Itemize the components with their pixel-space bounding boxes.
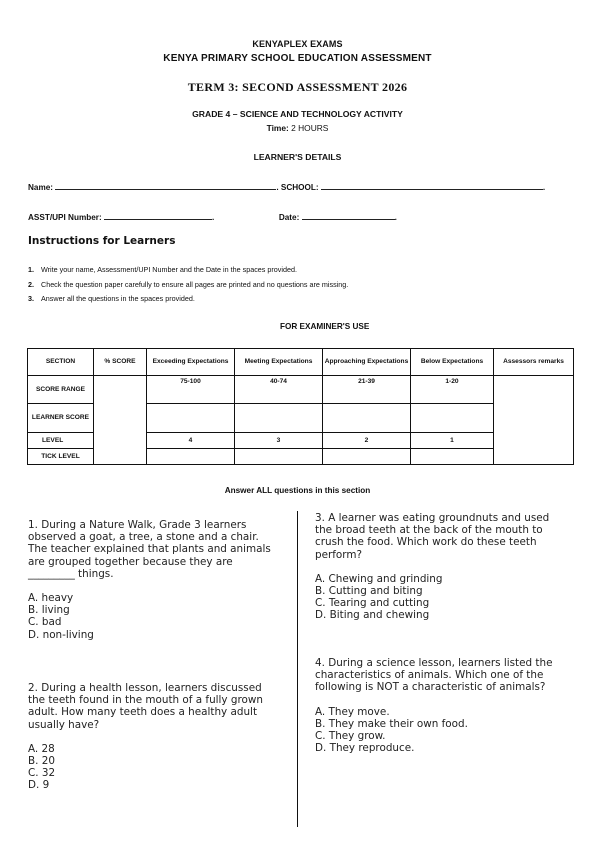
table-cell: 1 bbox=[411, 433, 494, 449]
tick-level-cell[interactable] bbox=[323, 449, 411, 465]
date-field[interactable] bbox=[302, 211, 395, 220]
instruction-item: 3. Answer all the questions in the spaces provided. bbox=[28, 294, 195, 303]
asst-date-row: ASST/UPI Number: . Date: . bbox=[28, 213, 397, 222]
row-label: LEVEL bbox=[28, 433, 94, 449]
question-1 bbox=[28, 519, 280, 641]
learner-score-cell[interactable] bbox=[323, 404, 411, 433]
answer-option: D. non-living bbox=[28, 628, 94, 641]
answer-option: C. 32 bbox=[28, 767, 56, 780]
table-cell: 40-74 bbox=[235, 376, 323, 404]
tick-level-cell[interactable] bbox=[411, 449, 494, 465]
table-header-cell: % SCORE bbox=[94, 349, 147, 376]
table-cell: 2 bbox=[323, 433, 411, 449]
table-header-row bbox=[28, 349, 574, 376]
date-label: Date: bbox=[278, 213, 300, 222]
instruction-item: 2. Check the question paper carefully to ensure all pages are printed and no questions are missing. bbox=[28, 280, 349, 289]
learner-score-cell[interactable] bbox=[147, 404, 235, 433]
answer-option: B. living bbox=[28, 604, 70, 617]
instructions-heading: Instructions for Learners bbox=[28, 235, 176, 247]
table-header-cell: Meeting Expectations bbox=[235, 349, 323, 376]
answer-option: C. They grow. bbox=[315, 730, 386, 743]
answer-option: D. Biting and chewing bbox=[315, 609, 430, 622]
table-header-cell: SECTION bbox=[28, 349, 94, 376]
answer-option: B. 20 bbox=[28, 755, 55, 768]
column-divider bbox=[297, 511, 298, 827]
question-2 bbox=[28, 682, 280, 792]
question-text: 2. During a health lesson, learners discussed the teeth found in the mouth of a fully grown adult. How many teeth does a healthy adult usually have? bbox=[28, 682, 263, 731]
table-header-cell: Below Expectations bbox=[411, 349, 494, 376]
answer-option: C. bad bbox=[28, 616, 62, 629]
asst-number-field[interactable] bbox=[104, 211, 212, 220]
instruction-item: 1. Write your name, Assessment/UPI Number and the Date in the spaces provided. bbox=[28, 265, 297, 274]
tick-level-cell[interactable] bbox=[147, 449, 235, 465]
school-field[interactable] bbox=[321, 181, 543, 190]
question-3 bbox=[315, 512, 565, 622]
table-header-cell: Approaching Expectations bbox=[323, 349, 411, 376]
row-label: SCORE RANGE bbox=[28, 376, 94, 404]
table-cell: 4 bbox=[147, 433, 235, 449]
name-field[interactable] bbox=[55, 181, 276, 190]
learner-score-cell[interactable] bbox=[235, 404, 323, 433]
question-text: 1. During a Nature Walk, Grade 3 learners observed a goat, a tree, a stone and a chair. The teacher explained that plants and animals are grouped together because they are _________ things. bbox=[28, 519, 271, 580]
school-label: SCHOOL: bbox=[280, 183, 319, 192]
answer-all-heading: Answer ALL questions in this section bbox=[224, 486, 371, 495]
answer-option: A. They move. bbox=[315, 705, 390, 718]
answer-option: C. Tearing and cutting bbox=[315, 597, 430, 610]
percent-score-cell[interactable] bbox=[94, 376, 147, 465]
row-label: TICK LEVEL bbox=[28, 449, 94, 465]
answer-option: D. 9 bbox=[28, 779, 50, 792]
table-cell: 21-39 bbox=[323, 376, 411, 404]
time-line bbox=[0, 123, 595, 133]
name-label: Name: bbox=[28, 183, 54, 192]
exam-org: KENYAPLEX EXAMS bbox=[252, 39, 343, 49]
question-4 bbox=[315, 657, 565, 754]
answer-option: B. Cutting and biting bbox=[315, 585, 423, 598]
answer-option: A. Chewing and grinding bbox=[315, 572, 443, 585]
question-text: 4. During a science lesson, learners listed the characteristics of animals. Which one of the following is NOT a characteristic of animals? bbox=[315, 657, 553, 694]
asst-label: ASST/UPI Number: bbox=[28, 213, 102, 222]
question-text: 3. A learner was eating groundnuts and used the broad teeth at the back of the mouth to crush the food. Which work do these teeth perform? bbox=[315, 512, 550, 561]
answer-option: D. They reproduce. bbox=[315, 742, 415, 755]
table-cell: 75-100 bbox=[147, 376, 235, 404]
assessors-remarks-cell[interactable] bbox=[494, 376, 574, 465]
time-value: 2 HOURS bbox=[291, 123, 329, 133]
assessment-title: KENYA PRIMARY SCHOOL EDUCATION ASSESSMENT bbox=[163, 53, 432, 64]
answer-option: B. They make their own food. bbox=[315, 717, 468, 730]
tick-level-cell[interactable] bbox=[235, 449, 323, 465]
table-header-cell: Exceeding Expectations bbox=[147, 349, 235, 376]
name-school-row: Name: . SCHOOL: . bbox=[28, 183, 546, 192]
term-title: TERM 3: SECOND ASSESSMENT 2026 bbox=[187, 80, 408, 94]
row-label: LEARNER SCORE bbox=[28, 404, 94, 433]
table-cell: 3 bbox=[235, 433, 323, 449]
answer-option: A. heavy bbox=[28, 592, 74, 605]
table-row bbox=[28, 376, 574, 404]
table-header-cell: Assessors remarks bbox=[494, 349, 574, 376]
table-cell: 1-20 bbox=[411, 376, 494, 404]
answer-option: A. 28 bbox=[28, 742, 55, 755]
learner-details-heading: LEARNER'S DETAILS bbox=[253, 152, 342, 162]
subject-title: GRADE 4 – SCIENCE AND TECHNOLOGY ACTIVITY bbox=[192, 109, 403, 119]
examiner-table bbox=[27, 348, 574, 465]
time-label: Time: bbox=[266, 123, 289, 133]
learner-score-cell[interactable] bbox=[411, 404, 494, 433]
examiner-use-title: FOR EXAMINER'S USE bbox=[280, 322, 370, 331]
